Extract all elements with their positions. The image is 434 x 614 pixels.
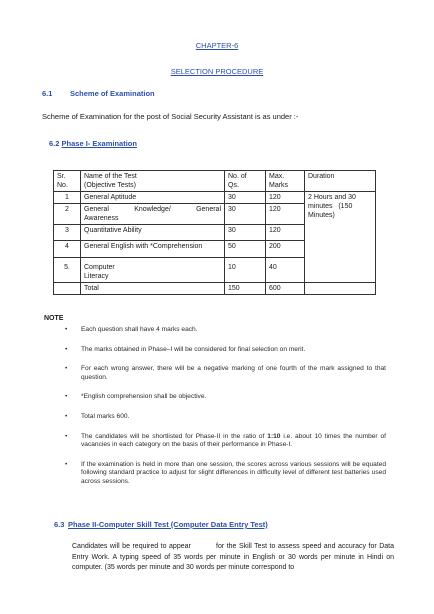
bullet-icon: • xyxy=(65,326,68,333)
table-row xyxy=(54,192,376,204)
procedure-title: SELECTION PROCEDURE xyxy=(170,67,264,76)
list-item: • The candidates will be shortlisted for Phase-II in the ratio of 1:10 i.e. about 10 times the number of vacancies in each category on the basis of their performance in Phase-I. xyxy=(65,432,387,449)
list-item: • For each wrong answer, there will be a negative marking of one fourth of the mark assigned to that question. xyxy=(65,365,386,381)
cell-sr xyxy=(54,283,81,295)
bullet-icon: • xyxy=(65,345,68,353)
section-number: 6.2 xyxy=(49,139,60,148)
bullet-icon: • xyxy=(65,460,68,468)
skill-test-paragraph: Candidates will be required to appear for the Skill Test to assess speed and accuracy for Data Entry Work. A typing speed of 35 words per minute in English or 30 words per minute in Hindi on computer. (35 words per minute and 30 words per minute correspond to xyxy=(72,543,396,571)
chapter-heading: CHAPTER-6 xyxy=(195,41,239,50)
cell-sr: 2 xyxy=(54,204,81,225)
cell-name: Computer Literacy xyxy=(81,258,225,283)
notes-list xyxy=(64,326,386,487)
cell-marks: 120 xyxy=(266,204,305,225)
cell-sr: 1 xyxy=(54,192,81,204)
cell-qs: 30 xyxy=(225,225,266,241)
cell-qs: 10 xyxy=(225,258,266,283)
cell-marks: 120 xyxy=(266,192,305,204)
list-item: • If the examination is held in more than one session, the scores across various sessions will be equated following standard practice to adjust for slight differences in difficulty level of different test batteries used across sessions. xyxy=(65,460,386,485)
section-title: Phase I- Examination xyxy=(61,139,137,148)
bullet-icon: • xyxy=(65,432,68,440)
header-marks: Max. Marks xyxy=(266,171,305,192)
cell-marks: 200 xyxy=(266,241,305,258)
cell-duration-empty xyxy=(305,283,376,295)
cell-name: Quantitative Ability xyxy=(81,225,225,241)
header-sr: Sr. No. xyxy=(54,171,81,192)
cell-name: General Knowledge/ General Awareness xyxy=(81,204,225,225)
section-title: Scheme of Examination xyxy=(70,89,155,98)
bullet-icon: • xyxy=(65,365,68,373)
cell-total-qs: 150 xyxy=(225,283,266,295)
list-item: • *English comprehension shall be objective. xyxy=(65,393,207,401)
cell-sr: 5. xyxy=(54,258,81,283)
cell-sr: 4 xyxy=(54,241,81,258)
cell-sr: 3 xyxy=(54,225,81,241)
header-duration: Duration xyxy=(305,171,376,192)
cell-marks: 40 xyxy=(266,258,305,283)
cell-qs: 30 xyxy=(225,192,266,204)
header-qs: No. of Qs. xyxy=(225,171,266,192)
bullet-icon: • xyxy=(65,412,68,420)
section-number: 6.1 xyxy=(42,89,53,98)
cell-name: General Aptitude xyxy=(81,192,225,204)
intro-text: Scheme of Examination for the post of Social Security Assistant is as under :- xyxy=(42,112,299,121)
cell-total-label: Total xyxy=(81,283,225,295)
header-name: Name of the Test (Objective Tests) xyxy=(81,171,225,192)
table-total-row xyxy=(54,283,376,295)
cell-marks: 120 xyxy=(266,225,305,241)
section-6-3-heading xyxy=(54,520,268,529)
cell-total-marks: 600 xyxy=(266,283,305,295)
note-label: NOTE xyxy=(44,315,64,322)
bullet-icon: • xyxy=(65,393,68,401)
list-item: • Total marks 600. xyxy=(65,412,130,420)
section-6-2-heading xyxy=(49,139,137,148)
section-title: Phase II-Computer Skill Test (Computer Data Entry Test) xyxy=(68,520,268,529)
cell-qs: 30 xyxy=(225,204,266,225)
table-header-row xyxy=(54,171,376,192)
section-6-1-heading xyxy=(42,89,155,98)
cell-qs: 50 xyxy=(225,241,266,258)
exam-scheme-table xyxy=(53,170,376,295)
list-item: • The marks obtained in Phase–I will be considered for final selection on merit. xyxy=(65,345,306,353)
cell-duration: 2 Hours and 30 minutes (150 Minutes) xyxy=(305,192,376,283)
list-item: • Each question shall have 4 marks each. xyxy=(65,326,198,333)
cell-name: General English with *Comprehension xyxy=(81,241,225,258)
section-number: 6.3 xyxy=(54,520,65,529)
